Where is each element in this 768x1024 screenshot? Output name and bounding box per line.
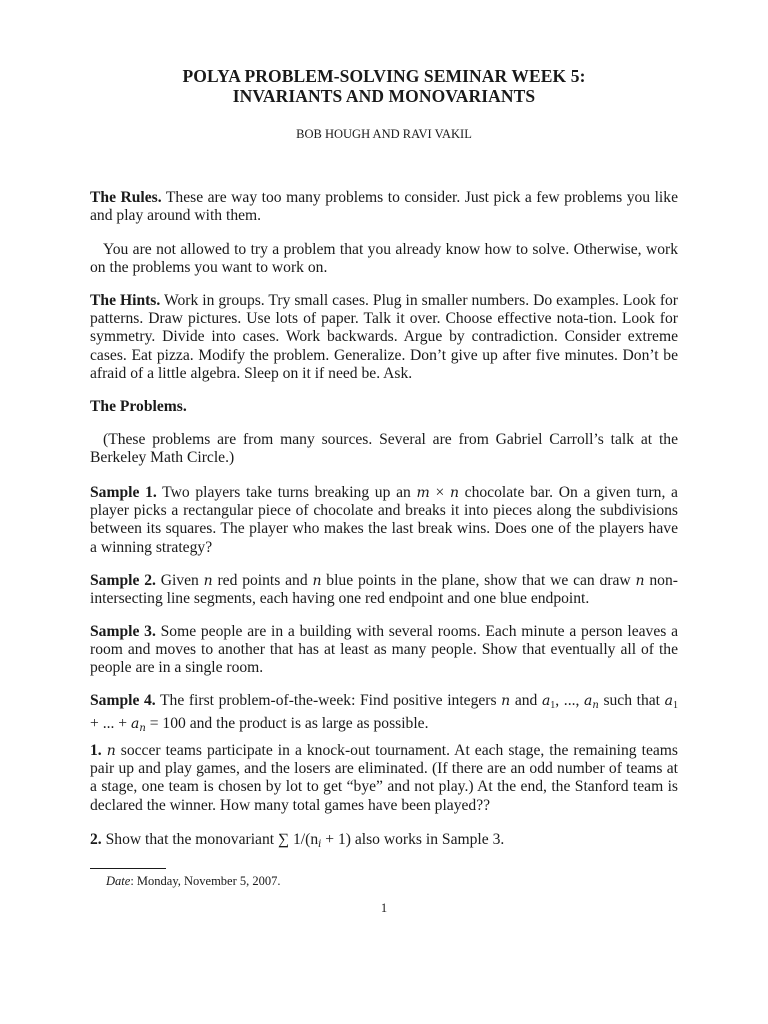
hints-paragraph xyxy=(90,292,678,383)
problem-1-label: 1. xyxy=(90,742,102,759)
footnote: Date: Monday, November 5, 2007. xyxy=(106,874,281,888)
sample-2: Sample 2. Given n red points and n blue points in the plane, show that we can draw n non-intersecting line segments, each having one red endpoint and one blue endpoint. xyxy=(90,572,678,608)
problem-1: 1. n soccer teams participate in a knock-out tournament. At each stage, the remaining teams pair up and play games, and the losers are eliminated. (If there are an odd number of teams at a stage, one team is chosen by lot to get “bye” and not play.) At the end, the Stanford team is declared the winner. How many total games have been played?? xyxy=(90,742,678,814)
rules-text: These are way too many problems to consider. Just pick a few problems you like and play around with them. xyxy=(90,189,678,225)
paper-title xyxy=(90,66,678,106)
title-line-2: INVARIANTS AND MONOVARIANTS xyxy=(232,86,536,106)
page-number: 1 xyxy=(380,901,388,915)
sample-1: Sample 1. Two players take turns breaking up an m × n chocolate bar. On a given turn, a player picks a rectangular piece of chocolate and breaks it into pieces along the subdivisions between its squares. The player who makes the last break wins. Does one of the players have a winning strategy? xyxy=(90,484,678,556)
sample-3-label: Sample 3. xyxy=(90,623,156,640)
authors: BOB HOUGH AND RAVI VAKIL xyxy=(296,127,472,141)
problems-heading: The Problems. xyxy=(90,398,187,415)
sample-4-label: Sample 4. xyxy=(90,692,156,709)
sample-4: Sample 4. The first problem-of-the-week: Find positive integers n and $a_1$, ..., $a_n$ such that $a_1$ + ... + $a_n = 100$ and the product is as large as possible. xyxy=(90,692,678,735)
rules-heading: The Rules. xyxy=(90,189,162,206)
footnote-rule xyxy=(90,868,166,869)
rules-paragraph xyxy=(90,189,678,225)
hints-text: Work in groups. Try small cases. Plug in smaller numbers. Do examples. Look for patterns. Draw pictures. Use lots of paper. Talk it over. Choose effective nota-tion. Look for symmetry. Divide into cases. Work backwards. Argue by contradiction. Consider extreme cases. Eat pizza. Modify the problem. Generalize. Don’t give up after five minutes. Don’t be afraid of a little algebra. Sleep on it if need be. Ask. xyxy=(90,292,679,382)
sample-1-label: Sample 1. xyxy=(90,484,157,501)
rules-paragraph-2: You are not allowed to try a problem that you already know how to solve. Otherwise, work on the problems you want to work on. xyxy=(90,241,678,277)
problem-2-label: 2. xyxy=(90,831,102,848)
sample-2-label: Sample 2. xyxy=(90,572,156,589)
title-line-1: POLYA PROBLEM-SOLVING SEMINAR WEEK 5: xyxy=(182,66,586,86)
sample-3: Sample 3. Some people are in a building with several rooms. Each minute a person leaves a room and moves to another that has at least as many people. Show that eventually all of the people are in a single room. xyxy=(90,623,678,677)
problem-2: 2. Show that the monovariant ∑ $1/(n_i + 1)$ also works in Sample 3. xyxy=(90,831,505,850)
problems-intro: (These problems are from many sources. Several are from Gabriel Carroll’s talk at the Berkeley Math Circle.) xyxy=(90,431,678,467)
hints-heading: The Hints. xyxy=(90,292,161,309)
